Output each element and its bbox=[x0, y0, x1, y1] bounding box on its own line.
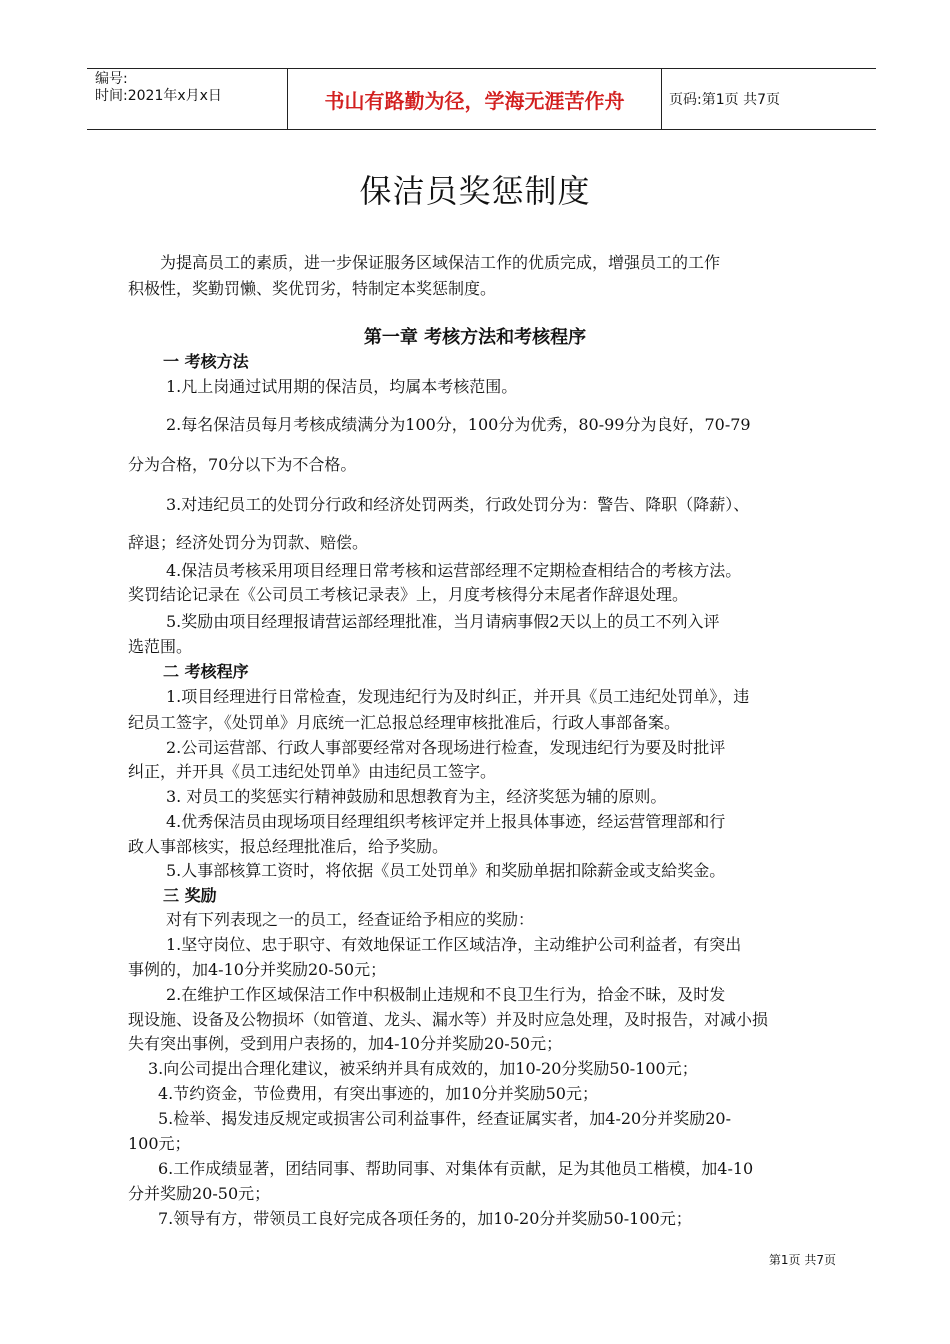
body-line: 1.坚守岗位、忠于职守、有效地保证工作区域洁净，主动维护公司利益者，有突出 bbox=[166, 935, 742, 954]
body-line: 3.对违纪员工的处罚分行政和经济处罚两类，行政处罚分为：警告、降职（降薪）、 bbox=[166, 495, 750, 514]
body-line: 7.领导有方，带领员工良好完成各项任务的，加10-20分并奖励50-100元； bbox=[158, 1209, 692, 1228]
body-line: 1.凡上岗通过试用期的保洁员，均属本考核范围。 bbox=[166, 377, 518, 396]
body-line: 5.人事部核算工资时，将依据《员工处罚单》和奖励单据扣除薪金或支給奖金。 bbox=[166, 861, 726, 880]
body-line: 分并奖励20-50元； bbox=[128, 1184, 271, 1203]
body-line: 选范围。 bbox=[128, 637, 193, 656]
page-title: 保洁员奖惩制度 bbox=[359, 172, 591, 210]
chapter-heading: 第一章 考核方法和考核程序 bbox=[363, 327, 587, 348]
body-line: 政人事部核实，报总经理批准后，给予奖励。 bbox=[128, 837, 449, 856]
code-label: 编号: bbox=[95, 71, 128, 87]
section-heading: 二 考核程序 bbox=[163, 662, 249, 681]
intro-line: 为提高员工的素质，进一步保证服务区域保洁工作的优质完成，增强员工的工作 bbox=[160, 253, 721, 272]
body-line: 辞退；经济处罚分为罚款、赔偿。 bbox=[128, 533, 369, 552]
body-line: 3.向公司提出合理化建议，被采纳并具有成效的，加10-20分奖励50-100元； bbox=[148, 1059, 698, 1078]
body-line: 失有突出事例，受到用户表扬的，加4-10分并奖励20-50元； bbox=[128, 1034, 563, 1053]
body-line: 2.公司运营部、行政人事部要经常对各现场进行检查，发现违纪行为要及时批评 bbox=[166, 738, 726, 757]
body-line: 4.优秀保洁员由现场项目经理组织考核评定并上报具体事迹，经运营管理部和行 bbox=[166, 812, 726, 831]
header-meta bbox=[87, 69, 295, 131]
body-line: 纪员工签字，《处罚单》月底统一汇总报总经理审核批准后，行政人事部备案。 bbox=[128, 713, 681, 732]
body-line: 1.项目经理进行日常检查，发现违纪行为及时纠正，并开具《员工违纪处罚单》，违 bbox=[166, 687, 750, 706]
body-line: 现设施、设备及公物损坏（如管道、龙头、漏水等）并及时应急处理，及时报告，对减小损 bbox=[128, 1010, 769, 1029]
body-line: 5.检举、揭发违反规定或损害公司利益事件，经查证属实者，加4-20分并奖励20- bbox=[158, 1109, 731, 1128]
header-motto: 书山有路勤为径，学海无涯苦作舟 bbox=[287, 69, 662, 129]
body-line: 奖罚结论记录在《公司员工考核记录表》上，月度考核得分末尾者作辞退处理。 bbox=[128, 585, 689, 604]
page-footer: 第1页 共7页 bbox=[768, 1253, 836, 1267]
body-line: 6.工作成绩显著，团结同事、帮助同事、对集体有贡献，足为其他员工楷模，加4-10 bbox=[158, 1159, 754, 1178]
body-line: 2.每名保洁员每月考核成绩满分为100分，100分为优秀，80-99分为良好，70-79 bbox=[166, 415, 751, 434]
body-line: 分为合格，70分以下为不合格。 bbox=[128, 455, 357, 474]
body-line: 5.奖励由项目经理报请营运部经理批准，当月请病事假2天以上的员工不列入评 bbox=[166, 612, 720, 631]
body-line: 4.节约资金，节俭费用，有突出事迹的，加10分并奖励50元； bbox=[158, 1084, 598, 1103]
body-line: 4.保洁员考核采用项目经理日常考核和运营部经理不定期检查相结合的考核方法。 bbox=[166, 561, 742, 580]
body-line: 对有下列表现之一的员工，经查证给予相应的奖励： bbox=[166, 910, 535, 929]
section-heading: 一 考核方法 bbox=[163, 352, 249, 371]
intro-line: 积极性，奖勤罚懒、奖优罚劣，特制定本奖惩制度。 bbox=[128, 279, 497, 298]
section-heading: 三 奖励 bbox=[163, 886, 217, 905]
body-line: 100元； bbox=[128, 1134, 191, 1153]
body-line: 纠正，并开具《员工违纪处罚单》由违纪员工签字。 bbox=[128, 762, 497, 781]
header-page-label: 页码:第1页 共7页 bbox=[669, 92, 780, 108]
body-line: 3. 对员工的奖惩实行精神鼓励和思想教育为主，经济奖惩为辅的原则。 bbox=[166, 787, 667, 806]
body-line: 事例的，加4-10分并奖励20-50元； bbox=[128, 960, 387, 979]
body-line: 2.在维护工作区域保洁工作中积极制止违规和不良卫生行为，拾金不昧，及时发 bbox=[166, 985, 726, 1004]
time-label: 时间:2021年x月x日 bbox=[95, 88, 222, 104]
header-table bbox=[87, 68, 876, 130]
